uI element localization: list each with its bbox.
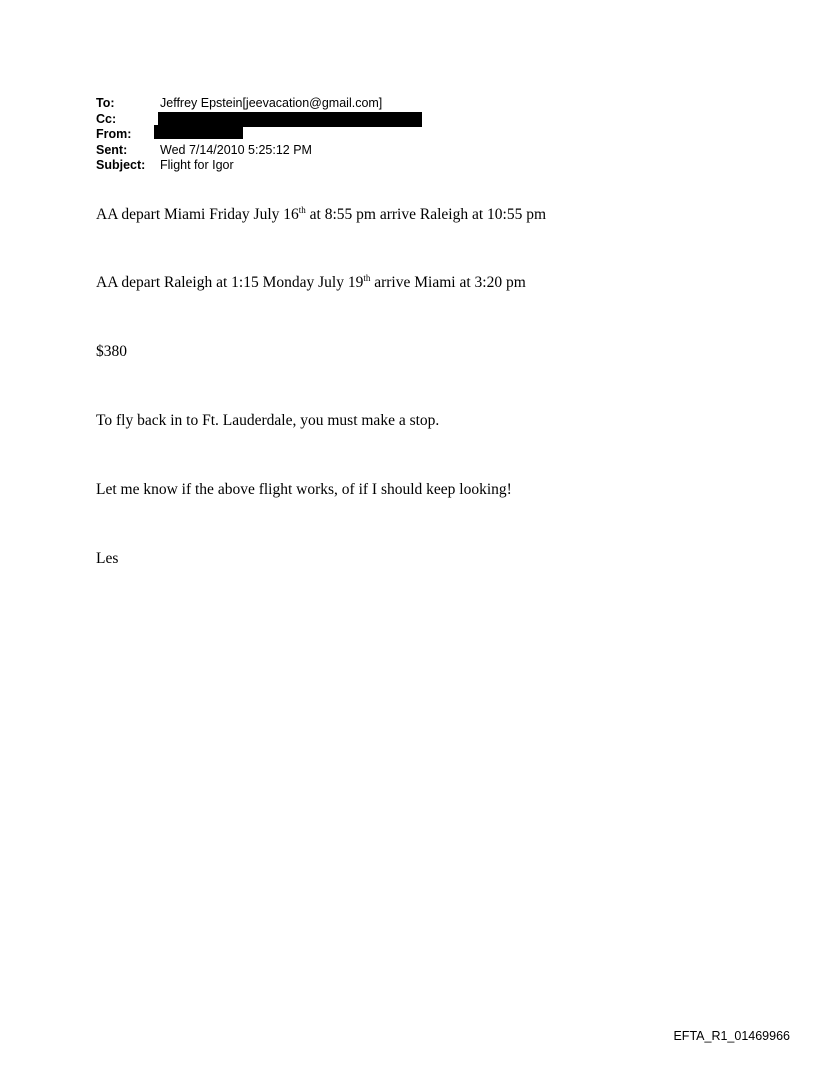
- flight-outbound-text-a: AA depart Miami Friday July 16: [96, 206, 299, 223]
- to-value: Jeffrey Epstein[jeevacation@gmail.com]: [160, 96, 383, 110]
- from-label: From:: [96, 127, 132, 141]
- subject-value: Flight for Igor: [160, 158, 234, 172]
- stop-note-line: To fly back in to Ft. Lauderdale, you must make a stop.: [96, 412, 440, 429]
- cc-label: Cc:: [96, 111, 117, 126]
- document-id: EFTA_R1_01469966: [673, 1029, 790, 1043]
- flight-outbound-text-b: at 8:55 pm arrive Raleigh at 10:55 pm: [305, 206, 546, 223]
- flight-return-line: [96, 274, 526, 292]
- flight-return-ordinal: th: [363, 272, 371, 283]
- price-line: $380: [96, 343, 127, 360]
- flight-return-text-b: arrive Miami at 3:20 pm: [370, 274, 526, 291]
- request-line: Let me know if the above flight works, of if I should keep looking!: [96, 481, 512, 498]
- sent-row: [96, 143, 382, 159]
- subject-label: Subject:: [96, 158, 146, 172]
- to-row: [96, 96, 382, 112]
- sent-label: Sent:: [96, 142, 128, 157]
- to-label: To:: [96, 96, 115, 110]
- from-redaction-bar: [154, 125, 243, 139]
- subject-row: [96, 158, 382, 174]
- sent-value: Wed 7/14/2010 5:25:12 PM: [160, 142, 312, 157]
- email-header: [96, 96, 382, 174]
- signature: Les: [96, 550, 119, 567]
- flight-outbound-line: [96, 206, 546, 224]
- flight-return-text-a: AA depart Raleigh at 1:15 Monday July 19: [96, 274, 364, 291]
- flight-outbound-ordinal: th: [298, 204, 306, 215]
